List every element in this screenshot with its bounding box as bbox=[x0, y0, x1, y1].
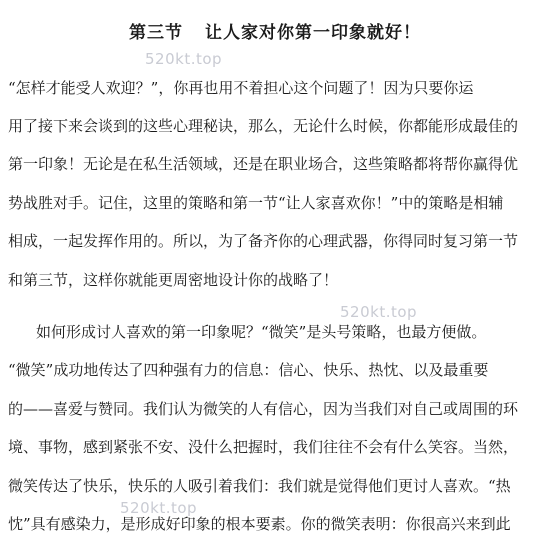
text-line-2: 用了接下来会谈到的这些心理秘诀，那么，无论什么时候，你都能形成最佳的 bbox=[8, 117, 519, 135]
section-number: 第三节 bbox=[129, 23, 183, 43]
watermark-middle: 520kt.top bbox=[340, 303, 418, 321]
watermark-bottom: 520kt.top bbox=[120, 499, 198, 517]
text-line-11: 微笑传达了快乐，快乐的人吸引着我们：我们就是觉得他们更讨人喜欢。“热 bbox=[8, 477, 511, 495]
text-line-10: 境、事物，感到紧张不安、没什么把握时，我们往往不会有什么笑容。当然， bbox=[8, 438, 519, 456]
text-line-8: “微笑”成功地传达了四种强有力的信息：信心、快乐、热忱、以及最重要 bbox=[8, 361, 489, 379]
text-line-6: 和第三节，这样你就能更周密地设计你的战略了！ bbox=[8, 271, 339, 289]
text-line-1: “怎样才能受人欢迎？”，你再也用不着担心这个问题了！因为只要你运 bbox=[8, 79, 474, 97]
text-line-7: 如何形成讨人喜欢的第一印象呢？“微笑”是头号策略，也最方便做。 bbox=[36, 323, 487, 341]
text-line-3: 第一印象！无论是在私生活领域，还是在职业场合，这些策略都将帮你赢得优 bbox=[8, 155, 519, 173]
text-line-4: 势战胜对手。记住，这里的策略和第一节“让人家喜欢你！”中的策略是相辅 bbox=[8, 194, 504, 212]
section-title bbox=[0, 18, 550, 43]
text-line-5: 相成，一起发挥作用的。所以，为了备齐你的心理武器，你得同时复习第一节 bbox=[8, 232, 519, 250]
section-heading: 让人家对你第一印象就好！ bbox=[205, 23, 421, 43]
text-line-12: 忱”具有感染力，是形成好印象的根本要素。你的微笑表明：你很高兴来到此 bbox=[8, 515, 511, 533]
watermark-top: 520kt.top bbox=[145, 50, 223, 68]
text-line-9: 的——喜爱与赞同。我们认为微笑的人有信心，因为当我们对自己或周围的环 bbox=[8, 400, 519, 418]
